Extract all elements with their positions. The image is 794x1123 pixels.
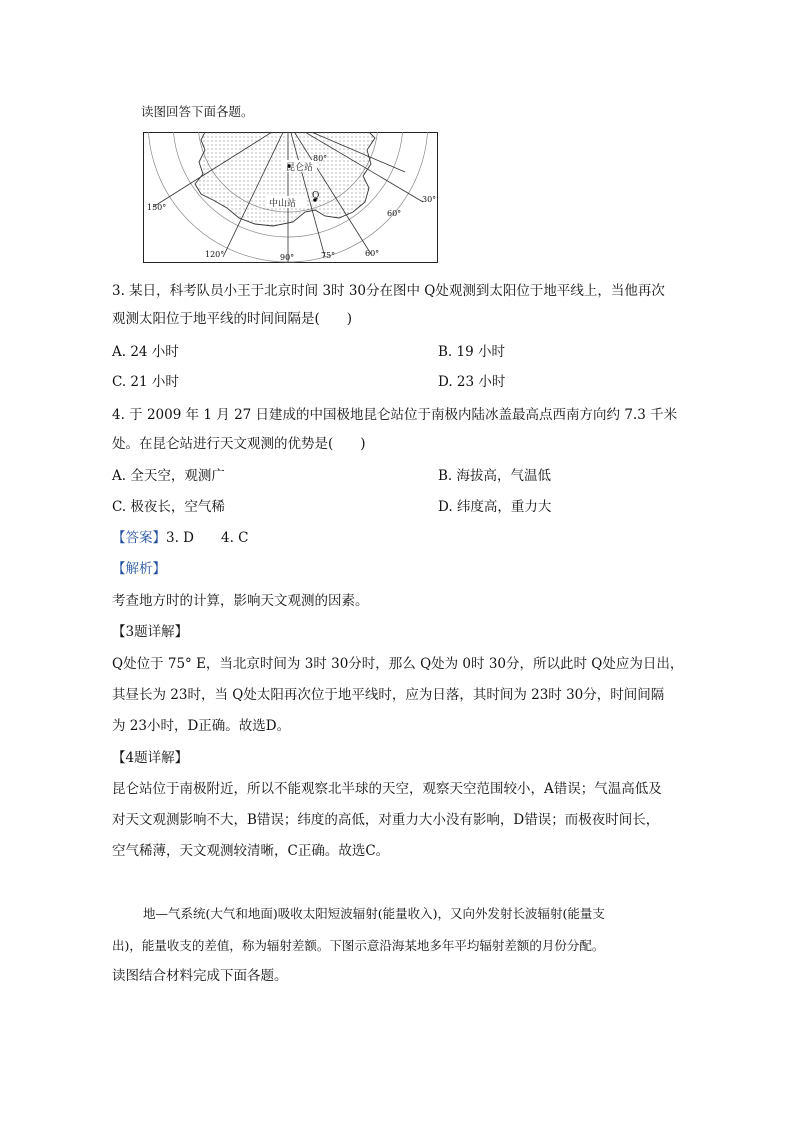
lat-80-label: 80° (313, 154, 328, 163)
q3-option-d: D. 23 小时 (438, 374, 506, 390)
lon-75-label: 75° (321, 251, 336, 260)
q4-option-a: A. 全天空，观测广 (112, 468, 225, 484)
q3-option-c: C. 21 小时 (112, 374, 179, 390)
lon-120-label: 120° (205, 250, 225, 259)
answer-line (112, 528, 249, 548)
next-material-line3: 读图结合材料完成下面各题。 (112, 968, 288, 984)
lon-90-label: 90° (280, 253, 295, 262)
intro-text: 读图回答下面各题。 (141, 104, 254, 119)
detail3-line1: Q处位于 75° E，当北京时间为 3时 30分时，那么 Q处为 0时 30分，所以此时 Q处应为日出， (112, 656, 684, 672)
q4-option-d: D. 纬度高，重力大 (438, 499, 552, 515)
lon-60-bottom-label: 60° (365, 249, 380, 258)
zhongshan-label: 中山站 (269, 199, 297, 209)
next-material-line2: 出)，能量收支的差值，称为辐射差额。下图示意沿海某地多年平均辐射差额的月份分配。 (112, 938, 605, 953)
lon-30-label: 30° (422, 195, 437, 204)
q3-stem-line1: 3. 某日，科考队员小王于北京时间 3时 30分在图中 Q处观测到太阳位于地平线上，当他再次 (112, 283, 665, 299)
q4-option-b: B. 海拔高，气温低 (438, 468, 552, 484)
kunlun-label: 昆仑站 (286, 163, 314, 173)
q3-option-a: A. 24 小时 (112, 344, 179, 360)
detail4-label: 【4题详解】 (112, 750, 189, 766)
q3-stem-line2: 观测太阳位于地平线的时间间隔是( ) (112, 311, 353, 327)
q-label: Q (312, 191, 320, 201)
detail4-line2: 对天文观测影响不大，B错误；纬度的高低，对重力大小没有影响，D错误；而极夜时间长， (112, 812, 660, 828)
next-material-line1: 地—气系统(大气和地面)吸收太阳短波辐射(能量收入)，又向外发射长波辐射(能量支 (143, 906, 605, 921)
q4-option-c: C. 极夜长，空气稀 (112, 499, 225, 515)
analysis-label: 【解析】 (112, 561, 166, 577)
analysis-summary: 考查地方时的计算，影响天文观测的因素。 (112, 593, 369, 609)
detail4-line3: 空气稀薄，天文观测较清晰，C正确。故选C。 (112, 843, 390, 859)
detail3-line3: 为 23小时，D正确。故选D。 (112, 718, 291, 734)
lon-150-label: 150° (147, 203, 167, 212)
detail4-line1: 昆仑站位于南极附近，所以不能观察北半球的天空，观察天空范围较小，A错误；气温高低及 (112, 781, 662, 797)
q4-stem-line2: 处。在昆仑站进行天文观测的优势是( ) (112, 436, 366, 452)
antarctica-map (143, 132, 438, 263)
answer-label: 【答案】 (112, 530, 166, 546)
answer-text: 3. D 4. C (166, 530, 249, 546)
detail3-line2: 其昼长为 23时，当 Q处太阳再次位于地平线时，应为日落，其时间为 23时 30分，时间间隔 (112, 687, 665, 703)
lon-60-right-label: 60° (387, 209, 402, 218)
q3-option-b: B. 19 小时 (438, 344, 505, 360)
q4-stem-line1: 4. 于 2009 年 1 月 27 日建成的中国极地昆仑站位于南极内陆冰盖最高点西南方向约 7.3 千米 (112, 407, 678, 423)
detail3-label: 【3题详解】 (112, 624, 189, 640)
